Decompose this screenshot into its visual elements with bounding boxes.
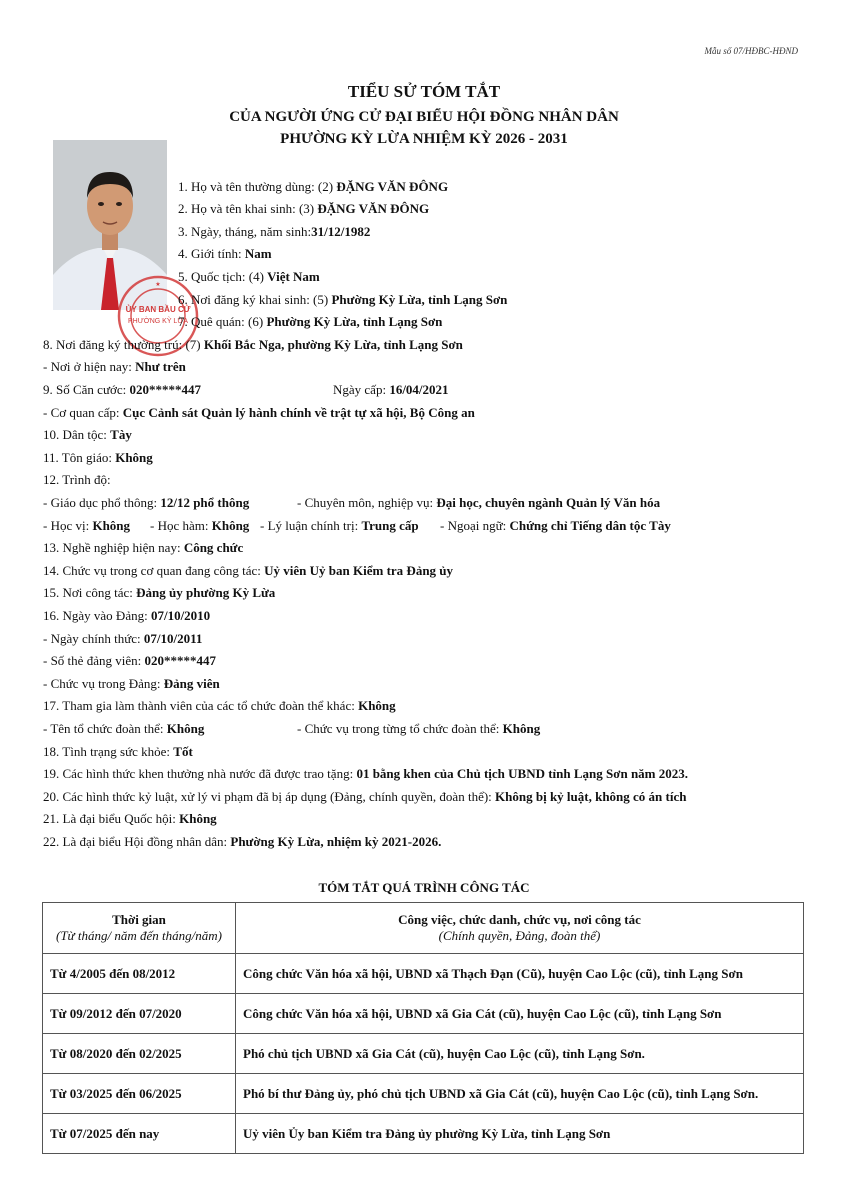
cell-job: Phó bí thư Đảng ủy, phó chủ tịch UBND xã Gia Cát (cũ), huyện Cao Lộc (cũ), tỉnh Lạng Sơn.	[236, 1074, 804, 1114]
field-specialty: - Chuyên môn, nghiệp vụ: Đại học, chuyên ngành Quản lý Văn hóa	[297, 495, 661, 510]
field-birth-registration: 6. Nơi đăng ký khai sinh: (5) Phường Kỳ Lừa, tỉnh Lạng Sơn	[178, 292, 508, 307]
cell-job: Công chức Văn hóa xã hội, UBND xã Thạch Đạn (Cũ), huyện Cao Lộc (cũ), tỉnh Lạng Sơn	[236, 954, 804, 994]
field-party-join-date: 16. Ngày vào Đảng: 07/10/2010	[43, 608, 211, 623]
field-discipline: 20. Các hình thức kỷ luật, xử lý vi phạm đã bị áp dụng (Đảng, chính quyền, đoàn thể): Không bị kỷ luật, không có án tích	[43, 789, 687, 804]
field-organization-membership: 17. Tham gia làm thành viên của các tổ chức đoàn thể khác: Không	[43, 698, 396, 713]
field-academic-title: - Học hàm: Không	[150, 518, 250, 533]
cell-job: Uỷ viên Ủy ban Kiểm tra Đảng ủy phường Kỳ Lừa, tỉnh Lạng Sơn	[236, 1114, 804, 1154]
column-header-time: Thời gian (Từ tháng/ năm đến tháng/năm)	[43, 903, 236, 954]
table-row	[43, 1114, 804, 1154]
field-party-card: - Số thẻ đảng viên: 020*****447	[43, 653, 216, 668]
table-row	[43, 1034, 804, 1074]
cell-time: Từ 08/2020 đến 02/2025	[43, 1034, 236, 1074]
cell-time: Từ 07/2025 đến nay	[43, 1114, 236, 1154]
svg-text:★: ★	[155, 282, 161, 288]
field-current-residence: - Nơi ở hiện nay: Như trên	[43, 359, 186, 374]
cell-time: Từ 4/2005 đến 08/2012	[43, 954, 236, 994]
cell-job: Công chức Văn hóa xã hội, UBND xã Gia Cát (cũ), huyện Cao Lộc (cũ), tỉnh Lạng Sơn	[236, 994, 804, 1034]
work-history-title: TÓM TẮT QUÁ TRÌNH CÔNG TÁC	[318, 880, 530, 895]
document-title: TIỂU SỬ TÓM TẮT	[347, 82, 501, 101]
field-people-council: 22. Là đại biểu Hội đồng nhân dân: Phường Kỳ Lừa, nhiệm kỳ 2021-2026.	[43, 834, 442, 849]
field-birth-name: 2. Họ và tên khai sinh: (3) ĐẶNG VĂN ĐÔNG	[178, 201, 430, 216]
field-national-assembly: 21. Là đại biểu Quốc hội: Không	[43, 811, 217, 826]
field-permanent-residence: 8. Nơi đăng ký thường trú: (7) Khối Bắc Nga, phường Kỳ Lừa, tỉnh Lạng Sơn	[43, 337, 463, 352]
field-party-official-date: - Ngày chính thức: 07/10/2011	[43, 631, 203, 646]
table-row	[43, 994, 804, 1034]
column-header-job: Công việc, chức danh, chức vụ, nơi công tác (Chính quyền, Đảng, đoàn thể)	[236, 903, 804, 954]
field-health: 18. Tình trạng sức khỏe: Tốt	[43, 744, 193, 759]
document-subtitle: CỦA NGƯỜI ỨNG CỬ ĐẠI BIỂU HỘI ĐỒNG NHÂN DÂN	[229, 109, 619, 125]
field-birth-date: 3. Ngày, tháng, năm sinh:31/12/1982	[178, 224, 371, 239]
document-subtitle-term: PHƯỜNG KỲ LỪA NHIỆM KỲ 2026 - 2031	[280, 131, 568, 147]
form-code: Mẫu số 07/HĐBC-HĐND	[704, 46, 798, 56]
field-nationality: 5. Quốc tịch: (4) Việt Nam	[178, 269, 320, 284]
field-foreign-language: - Ngoại ngữ: Chứng chỉ Tiếng dân tộc Tày	[440, 518, 671, 533]
field-hometown: 7. Quê quán: (6) Phường Kỳ Lừa, tỉnh Lạng Sơn	[178, 314, 443, 329]
field-workplace: 15. Nơi công tác: Đảng ủy phường Kỳ Lừa	[43, 585, 276, 600]
field-ethnicity: 10. Dân tộc: Tày	[43, 427, 132, 442]
cell-time: Từ 03/2025 đến 06/2025	[43, 1074, 236, 1114]
field-general-education: - Giáo dục phổ thông: 12/12 phổ thông	[43, 495, 250, 510]
field-academic-degree: - Học vị: Không	[43, 518, 131, 533]
svg-text:PHƯỜNG KỲ LỪA: PHƯỜNG KỲ LỪA	[128, 318, 188, 325]
table-header-row	[43, 903, 804, 954]
field-party-position: - Chức vụ trong Đảng: Đảng viên	[43, 676, 220, 691]
cell-job: Phó chủ tịch UBND xã Gia Cát (cũ), huyện Cao Lộc (cũ), tỉnh Lạng Sơn.	[236, 1034, 804, 1074]
field-awards: 19. Các hình thức khen thưởng nhà nước đã được trao tặng: 01 bằng khen của Chủ tịch UBND tỉnh Lạng Sơn năm 2023.	[43, 766, 689, 781]
field-occupation: 13. Nghề nghiệp hiện nay: Công chức	[43, 540, 244, 555]
svg-text:ỦY BAN BẦU CỬ: ỦY BAN BẦU CỬ	[125, 305, 191, 314]
work-history-table	[42, 902, 804, 1154]
field-id-issue-date: Ngày cấp: 16/04/2021	[333, 382, 449, 397]
cell-time: Từ 09/2012 đến 07/2020	[43, 994, 236, 1034]
table-row	[43, 954, 804, 994]
field-common-name: 1. Họ và tên thường dùng: (2) ĐẶNG VĂN ĐÔNG	[178, 179, 449, 194]
field-organization-role: - Chức vụ trong từng tổ chức đoàn thể: Không	[297, 721, 541, 736]
field-gender: 4. Giới tính: Nam	[178, 246, 272, 261]
field-religion: 11. Tôn giáo: Không	[43, 450, 153, 465]
table-row	[43, 1074, 804, 1114]
field-id-issuer: - Cơ quan cấp: Cục Cảnh sát Quản lý hành chính về trật tự xã hội, Bộ Công an	[43, 405, 475, 420]
field-position: 14. Chức vụ trong cơ quan đang công tác: Uỷ viên Uỷ ban Kiểm tra Đảng ủy	[43, 563, 454, 578]
field-education-header: 12. Trình độ:	[43, 472, 111, 487]
field-organization-name: - Tên tổ chức đoàn thể: Không	[43, 721, 205, 736]
field-political-theory: - Lý luận chính trị: Trung cấp	[260, 518, 419, 533]
field-id-number: 9. Số Căn cước: 020*****447	[43, 382, 201, 397]
